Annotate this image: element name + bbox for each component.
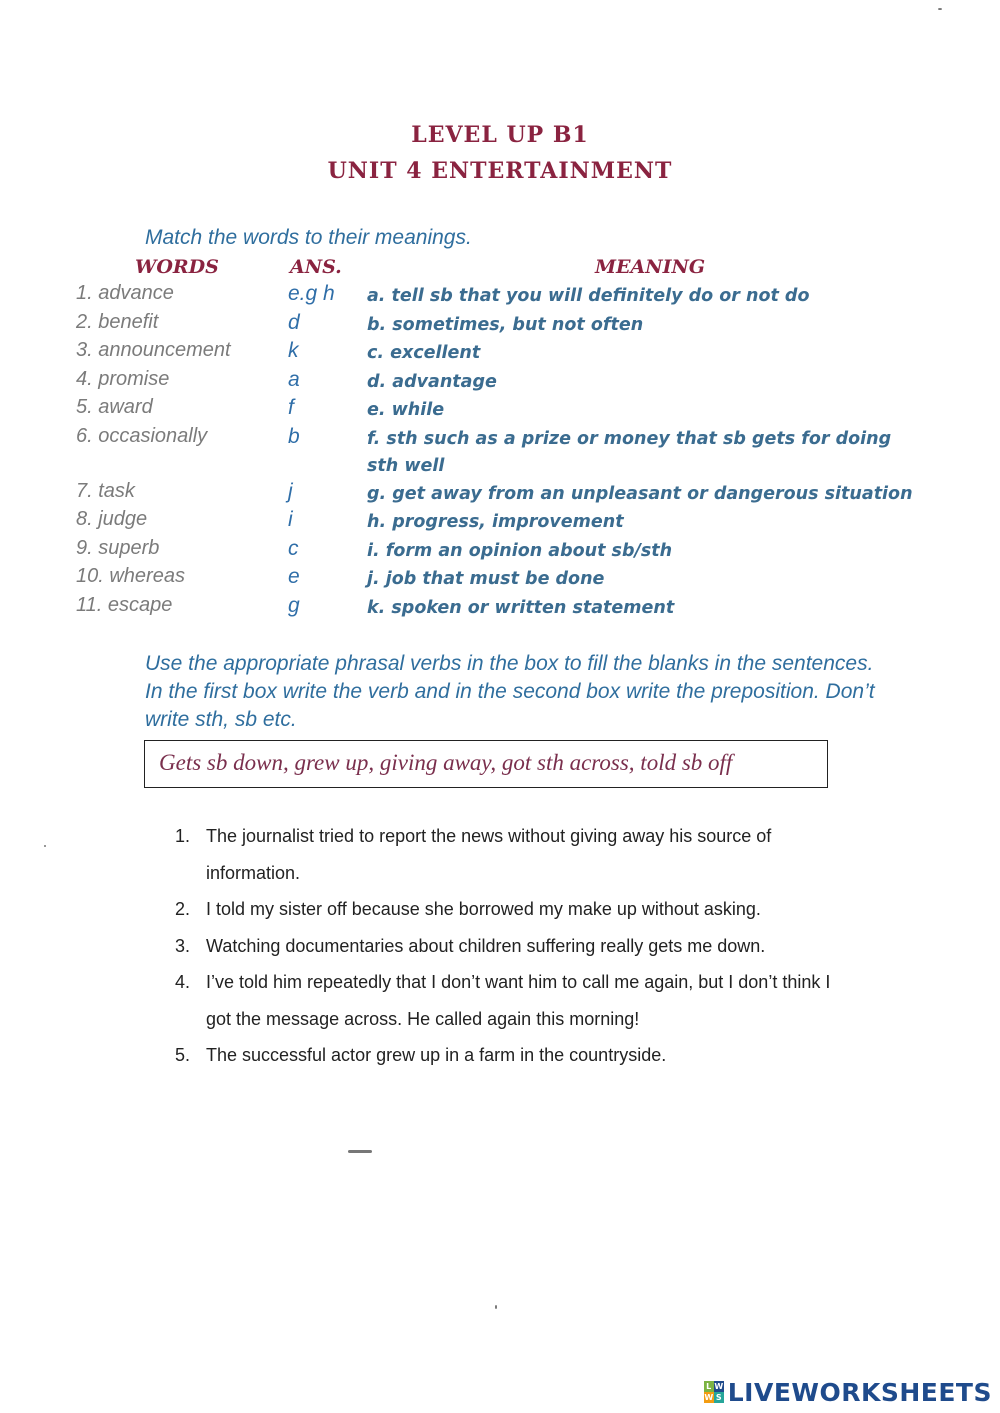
sentence-number: 4. (175, 972, 191, 992)
logo-tile: W (714, 1382, 724, 1391)
answer-field[interactable]: k (288, 339, 299, 362)
sentence-list (0, 818, 1000, 1074)
matching-row (0, 480, 1000, 509)
word-cell: 1. advance (76, 282, 174, 304)
column-header-words: WORDS (135, 256, 219, 278)
sentence-item (0, 818, 1000, 891)
answer-field[interactable]: j (288, 479, 293, 503)
meaning-cell: c. excellent (367, 343, 481, 363)
answer-field[interactable]: e.g h (288, 282, 335, 305)
column-header-answer: ANS. (290, 256, 342, 278)
sentence-item (0, 891, 1000, 928)
liveworksheets-text: LIVEWORKSHEETS (727, 1377, 992, 1407)
sentence-text: The successful actor grew up in a farm in the countryside. (206, 1045, 667, 1065)
logo-tile: W (704, 1393, 714, 1402)
sentence-number: 2. (175, 899, 191, 919)
matching-row (0, 368, 1000, 397)
matching-row (0, 282, 1000, 311)
matching-table (0, 282, 1000, 622)
word-cell: 4. promise (76, 367, 170, 390)
matching-row (0, 311, 1000, 340)
column-header-meaning: MEANING (595, 256, 706, 278)
word-cell: 3. announcement (76, 339, 231, 361)
answer-field[interactable]: i (288, 508, 293, 531)
meaning-cell: j. job that must be done (367, 569, 605, 589)
answer-field[interactable]: g (288, 593, 300, 617)
word-cell: 10. whereas (76, 565, 185, 587)
worksheet-title-level: LEVEL UP B1 (411, 122, 589, 148)
word-cell: 11. escape (76, 593, 173, 616)
meaning-cell: d. advantage (367, 371, 497, 392)
sentence-number: 3. (175, 935, 191, 956)
answer-field[interactable]: a (288, 367, 300, 391)
sentence-text: I’ve told him repeatedly that I don’t want him to call me again, but I don’t think I got the message across. He called again this morning! (206, 972, 831, 1029)
scan-speck (348, 1150, 372, 1153)
word-cell: 9. superb (76, 536, 160, 559)
word-cell: 2. benefit (76, 310, 159, 333)
matching-row (0, 508, 1000, 537)
sentence-item (0, 1037, 1000, 1074)
scan-speck (495, 1305, 497, 1309)
meaning-cell: f. sth such as a prize or money that sb gets for doing sth well (367, 428, 892, 476)
answer-field[interactable]: f (288, 396, 294, 419)
sentence-text: The journalist tried to report the news without giving away his source of information. (206, 826, 772, 883)
meaning-cell: b. sometimes, but not often (367, 314, 644, 335)
answer-field[interactable]: d (288, 310, 300, 334)
meaning-cell: h. progress, improvement (367, 512, 624, 532)
matching-row (0, 565, 1000, 594)
sentence-number: 1. (175, 826, 191, 846)
word-cell: 6. occasionally (76, 424, 208, 447)
meaning-cell: e. while (367, 400, 445, 420)
logo-tile: S (714, 1392, 724, 1403)
phrasal-verbs-box (144, 740, 828, 788)
word-cell: 7. task (76, 479, 135, 502)
matching-row (0, 425, 1000, 480)
matching-row (0, 537, 1000, 566)
liveworksheets-logo[interactable] (704, 1377, 992, 1407)
matching-row (0, 339, 1000, 368)
answer-field[interactable]: e (288, 565, 300, 588)
sentence-text: I told my sister off because she borrowed my make up without asking. (206, 899, 761, 919)
meaning-cell: k. spoken or written statement (367, 597, 675, 618)
logo-tile: L (704, 1381, 714, 1392)
meaning-cell: i. form an opinion about sb/sth (367, 540, 673, 561)
sentence-text: Watching documentaries about children suffering really gets me down. (206, 935, 766, 956)
word-cell: 8. judge (76, 508, 148, 530)
scan-speck (938, 8, 942, 10)
meaning-cell: g. get away from an unpleasant or dangerous situation (367, 483, 913, 504)
meaning-cell: a. tell sb that you will definitely do or not do (367, 286, 810, 306)
liveworksheets-mark-icon (704, 1381, 724, 1403)
phrasal-verbs-list: Gets sb down, grew up, giving away, got sth across, told sb off (159, 750, 733, 775)
sentence-number: 5. (175, 1045, 191, 1065)
scan-speck (44, 845, 46, 847)
answer-field[interactable]: c (288, 536, 299, 560)
matching-instruction: Match the words to their meanings. (145, 226, 472, 249)
worksheet-title-unit: UNIT 4 ENTERTAINMENT (327, 158, 673, 184)
phrasal-verbs-instruction: Use the appropriate phrasal verbs in the box to fill the blanks in the sentences. In the first box write the verb and in the second box write the preposition. Don’t write sth, sb etc. (145, 652, 875, 731)
matching-row (0, 396, 1000, 425)
matching-row (0, 594, 1000, 623)
word-cell: 5. award (76, 396, 153, 418)
answer-field[interactable]: b (288, 424, 300, 448)
sentence-item (0, 964, 1000, 1037)
sentence-item (0, 928, 1000, 965)
